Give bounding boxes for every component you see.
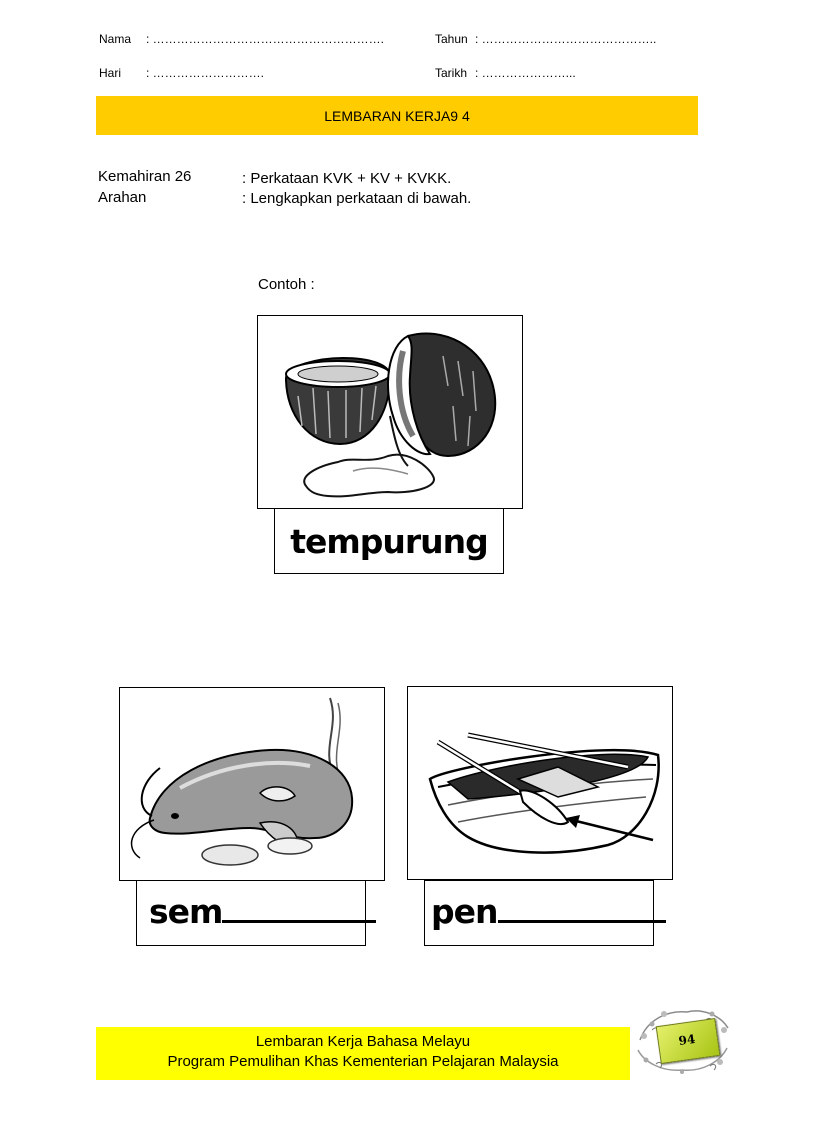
worksheet-title: LEMBARAN KERJA9 4	[324, 107, 470, 124]
exercise-1-answer-blank[interactable]	[222, 920, 376, 923]
page-number-badge	[632, 1000, 732, 1076]
exercise-1-word-box	[136, 880, 366, 946]
example-picture-frame	[257, 315, 523, 509]
example-word-box	[274, 508, 504, 574]
worksheet-banner	[96, 96, 698, 135]
footer-line-1: Lembaran Kerja Bahasa Melayu	[255, 1033, 471, 1050]
exercise-2-word-box	[424, 880, 654, 946]
exercise-2-picture-frame	[407, 686, 673, 880]
tahun-label: Tahun	[435, 32, 468, 46]
footer-banner	[96, 1027, 630, 1080]
hari-label: Hari	[99, 66, 122, 80]
arahan-value: : Lengkapkan perkataan di bawah.	[242, 190, 472, 207]
exercise-1-picture-frame	[119, 687, 385, 881]
tahun-field-line: : ……………………………………..	[475, 32, 657, 46]
hari-field-line: : ……………………….	[146, 66, 265, 80]
rowboat-icon	[408, 687, 671, 878]
example-word: tempurung	[290, 521, 488, 561]
kemahiran-value: : Perkataan KVK + KV + KVKK.	[242, 170, 452, 187]
contoh-label: Contoh :	[258, 276, 315, 293]
exercise-1-prefix: sem	[149, 892, 223, 931]
exercise-2-answer-blank[interactable]	[498, 920, 666, 923]
kemahiran-label: Kemahiran 26	[98, 168, 192, 185]
exercise-2-prefix: pen	[431, 892, 498, 931]
footer-line-2: Program Pemulihan Khas Kementerian Pelajaran Malaysia	[167, 1053, 559, 1070]
nama-field-line: : ………………………………………………….	[146, 32, 385, 46]
coconut-shell-icon	[258, 316, 521, 507]
catfish-icon	[120, 688, 383, 879]
nama-label: Nama	[99, 32, 132, 46]
arahan-label: Arahan	[98, 189, 147, 206]
tarikh-field-line: : …………………...	[475, 66, 576, 80]
page-number: 94	[677, 1031, 697, 1049]
tarikh-label: Tarikh	[435, 66, 468, 80]
